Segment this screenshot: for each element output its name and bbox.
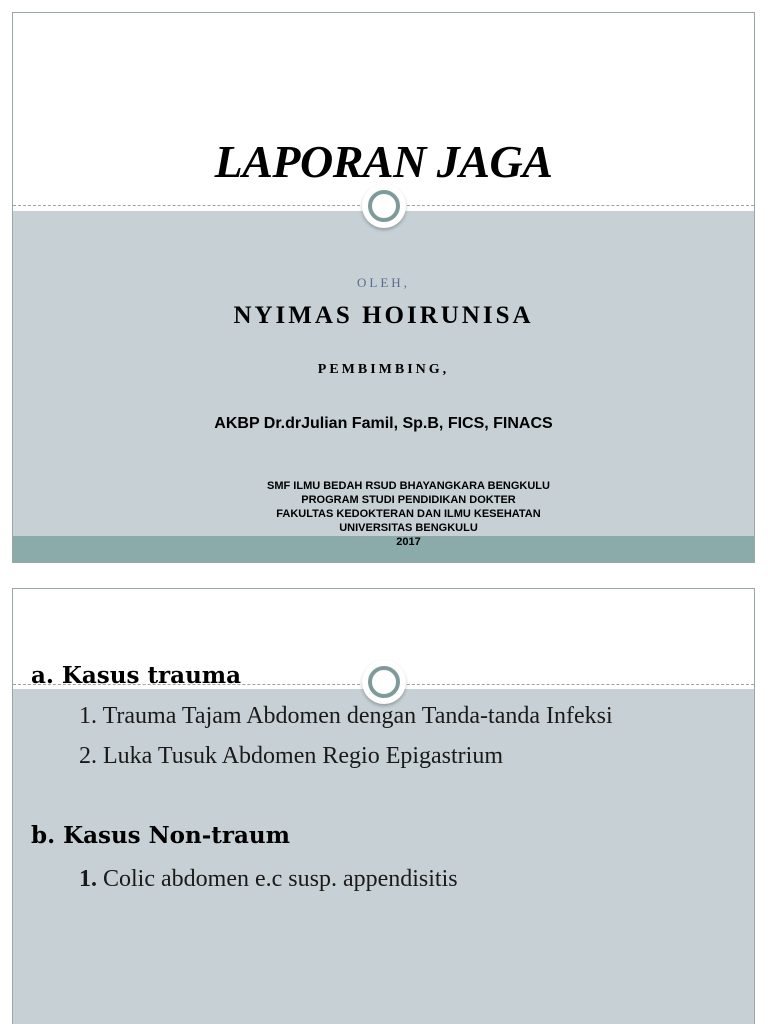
list-item xyxy=(79,743,503,770)
institution-line: SMF ILMU BEDAH RSUD BHAYANGKARA BENGKULU xyxy=(267,480,550,492)
body-band xyxy=(13,689,754,1024)
item-text: Trauma Tajam Abdomen dengan Tanda-tanda Infeksi xyxy=(102,703,613,729)
institution-line: FAKULTAS KEDOKTERAN DAN ILMU KESEHATAN xyxy=(276,508,541,520)
advisor-name: AKBP Dr.drJulian Famil, Sp.B, FICS, FINACS xyxy=(214,415,553,432)
item-text: Luka Tusuk Abdomen Regio Epigastrium xyxy=(103,743,504,769)
circle-ornament-icon xyxy=(362,184,406,228)
circle-ornament-icon xyxy=(362,660,406,704)
presenter-name: NYIMAS HOIRUNISA xyxy=(233,302,534,329)
by-label: OLEH, xyxy=(357,275,410,290)
item-number: 1. xyxy=(79,703,97,729)
cases-slide xyxy=(12,588,755,1024)
slide-title: LAPORAN JAGA xyxy=(214,136,553,187)
institution-line: UNIVERSITAS BENGKULU xyxy=(339,522,478,534)
item-number: 2. xyxy=(79,743,97,769)
advisor-label: PEMBIMBING, xyxy=(317,362,450,377)
list-item xyxy=(79,703,613,730)
institution-line: PROGRAM STUDI PENDIDIKAN DOKTER xyxy=(301,494,516,506)
section-heading-trauma: a. Kasus trauma xyxy=(31,662,242,689)
item-text: Colic abdomen e.c susp. appendisitis xyxy=(103,866,458,892)
title-slide xyxy=(12,12,755,563)
institution-year: 2017 xyxy=(396,536,421,548)
list-item xyxy=(79,866,458,893)
section-heading-non-trauma: b. Kasus Non-traum xyxy=(31,822,290,849)
item-number: 1. xyxy=(79,866,97,892)
